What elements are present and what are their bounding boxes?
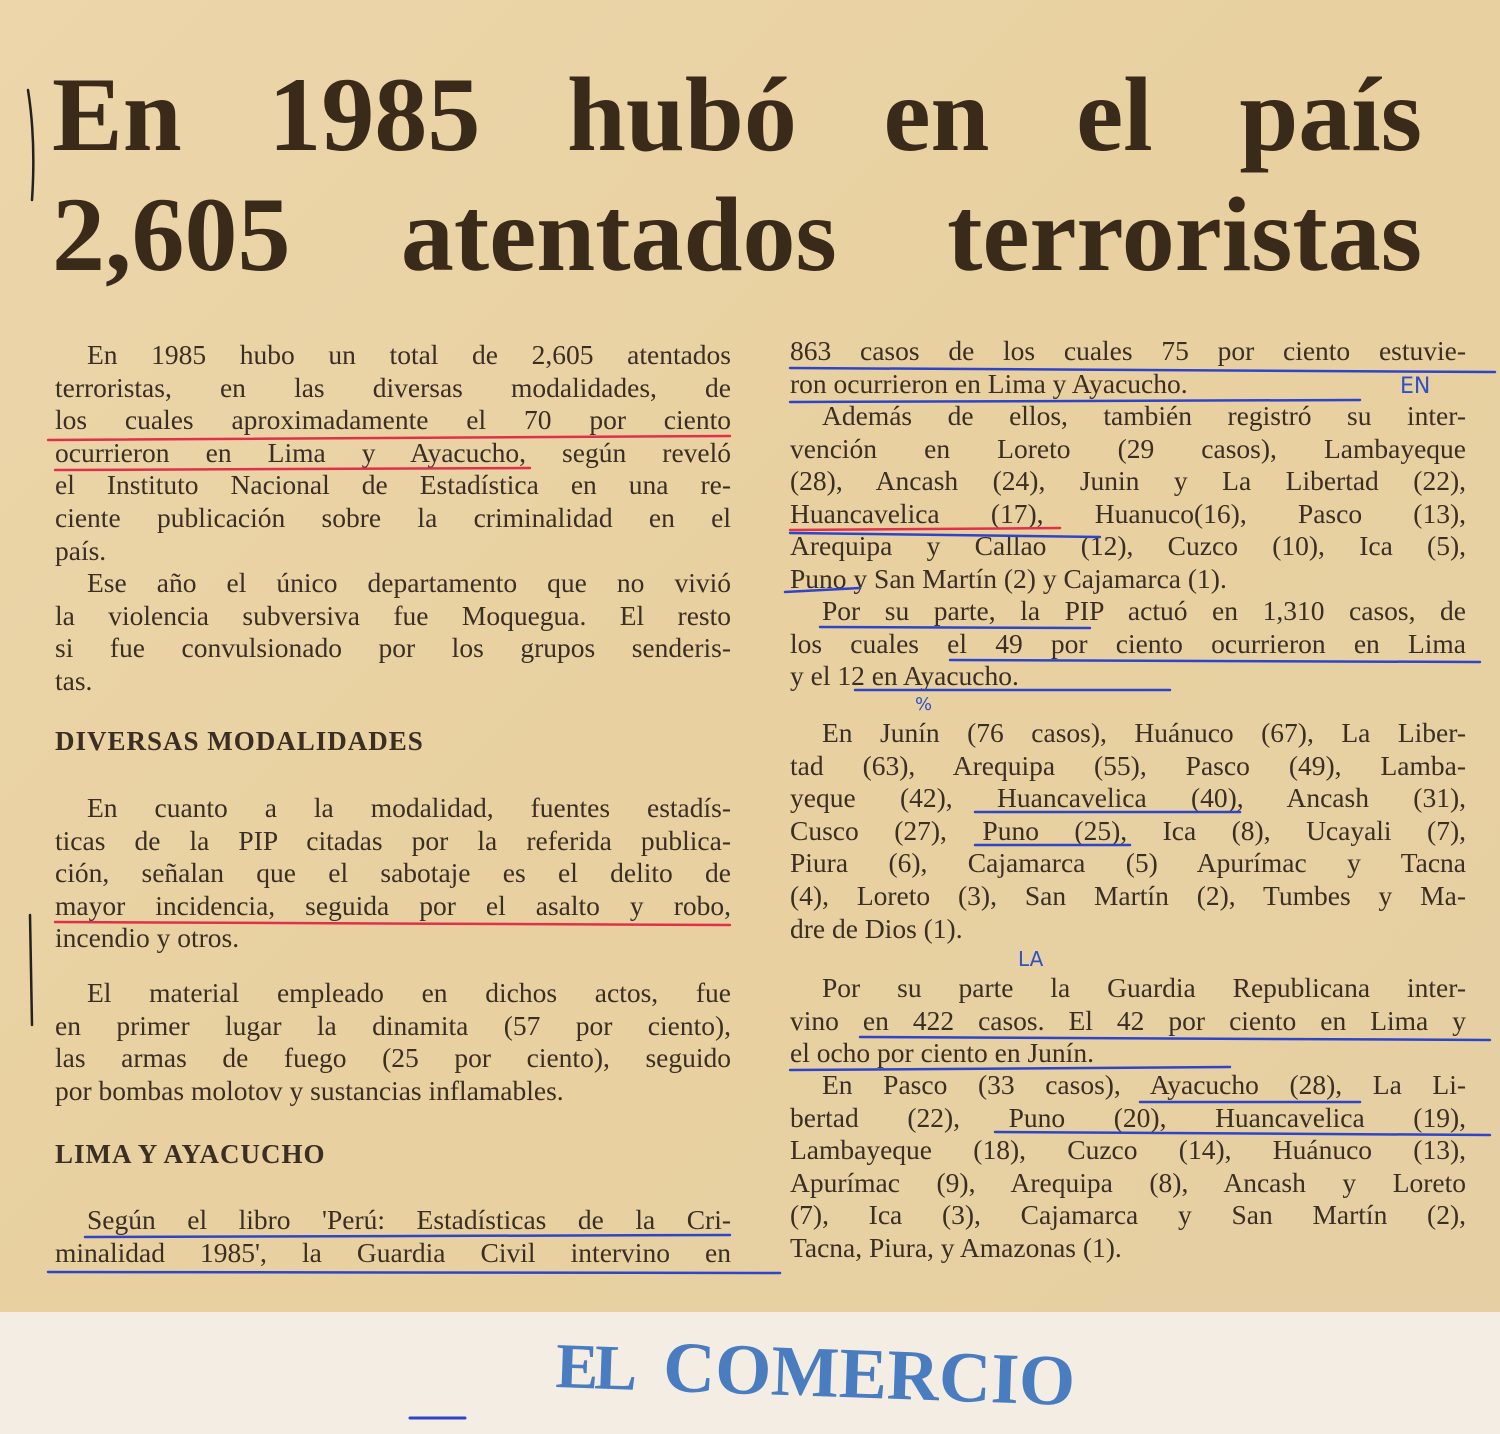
text-line: Apurímac (9), Arequipa (8), Ancash y Loreto xyxy=(790,1166,1466,1198)
text-line: Además de ellos, también registró su inter- xyxy=(822,400,1466,431)
text-line: (4), Loreto (3), San Martín (2), Tumbes y Ma- xyxy=(790,879,1466,911)
text-line: si fue convulsionado por los grupos senderis- xyxy=(55,632,731,664)
text-line: las armas de fuego (25 por ciento), seguido xyxy=(55,1042,731,1074)
stamp-el: EL xyxy=(554,1330,635,1404)
text-line: y el 12 en Ayacucho. xyxy=(790,660,1019,692)
text-line: El material empleado en dichos actos, fue xyxy=(87,977,731,1008)
text-line: mayor incidencia, seguida por el asalto y robo, xyxy=(55,889,731,921)
text-line: (7), Ica (3), Cajamarca y San Martín (2), xyxy=(790,1199,1466,1231)
stamp-name: COMERCIO xyxy=(661,1326,1077,1422)
text-line: ticas de la PIP citadas por la referida publica- xyxy=(55,824,731,856)
text-line: vención en Loreto (29 casos), Lambayeque xyxy=(790,432,1466,464)
text-line: incendio y otros. xyxy=(55,922,240,954)
section-heading: LIMA Y AYACUCHO xyxy=(55,1139,326,1169)
text-line: En Pasco (33 casos), Ayacucho (28), La Li- xyxy=(822,1069,1466,1100)
text-line: 863 casos de los cuales 75 por ciento estuvie- xyxy=(790,335,1466,366)
text-line: vino en 422 casos. El 42 por ciento en Lima y xyxy=(790,1004,1466,1036)
handwritten-note: % xyxy=(915,694,933,715)
text-line: Piura (6), Cajamarca (5) Apurímac y Tacna xyxy=(790,847,1466,879)
text-line: Cusco (27), Puno (25), Ica (8), Ucayali (7), xyxy=(790,814,1466,846)
text-line: Por su parte, la PIP actuó en 1,310 casos, de xyxy=(822,595,1466,626)
text-line: yeque (42), Huancavelica (40), Ancash (31), xyxy=(790,782,1466,814)
text-line: Lambayeque (18), Cuzco (14), Huánuco (13), xyxy=(790,1134,1466,1166)
text-line: En 1985 hubo un total de 2,605 atentados xyxy=(87,339,731,370)
text-line: la violencia subversiva fue Moquegua. El resto xyxy=(55,599,731,631)
text-line: ciente publicación sobre la criminalidad en el xyxy=(55,501,731,533)
text-line: En Junín (76 casos), Huánuco (67), La Liber- xyxy=(822,717,1466,748)
text-line: ción, señalan que el sabotaje es el delito de xyxy=(55,857,731,889)
text-line: por bombas molotov y sustancias inflamables. xyxy=(55,1074,564,1106)
handwritten-note: LA xyxy=(1018,947,1044,971)
text-line: ron ocurrieron en Lima y Ayacucho. xyxy=(790,367,1188,399)
text-line: Puno y San Martín (2) y Cajamarca (1). xyxy=(790,562,1227,594)
text-line: el Instituto Nacional de Estadística en una re- xyxy=(55,469,731,501)
text-line: En cuanto a la modalidad, fuentes estadís- xyxy=(87,792,731,823)
section-heading: DIVERSAS MODALIDADES xyxy=(55,726,424,756)
text-line: tad (63), Arequipa (55), Pasco (49), Lamba- xyxy=(790,749,1466,781)
text-line: Huancavelica (17), Huanuco(16), Pasco (13), xyxy=(790,497,1466,529)
text-line: en primer lugar la dinamita (57 por ciento), xyxy=(55,1009,731,1041)
text-line: tas. xyxy=(55,664,93,696)
text-line: minalidad 1985', la Guardia Civil intervino en xyxy=(55,1236,731,1268)
text-line: ocurrieron en Lima y Ayacucho, según reveló xyxy=(55,436,731,468)
text-line: (28), Ancash (24), Junin y La Libertad (22), xyxy=(790,465,1466,497)
text-line: dre de Dios (1). xyxy=(790,912,963,944)
text-line: Según el libro 'Perú: Estadísticas de la Cri- xyxy=(87,1204,731,1235)
text-line: Ese año el único departamento que no vivió xyxy=(87,567,731,598)
text-line: bertad (22), Puno (20), Huancavelica (19), xyxy=(790,1101,1466,1133)
headline-line-2: 2,605 atentados terroristas xyxy=(52,176,1422,293)
text-line: el ocho por ciento en Junín. xyxy=(790,1037,1094,1069)
headline-line-1: En 1985 hubó en el país xyxy=(52,56,1422,173)
text-line: Arequipa y Callao (12), Cuzco (10), Ica (5), xyxy=(790,530,1466,562)
text-line: país. xyxy=(55,534,107,566)
text-line: los cuales aproximadamente el 70 por ciento xyxy=(55,404,731,436)
text-line: terroristas, en las diversas modalidades, de xyxy=(55,371,731,403)
text-line: Por su parte la Guardia Republicana inter- xyxy=(822,972,1466,1003)
handwritten-note: EN xyxy=(1400,374,1431,399)
text-line: Tacna, Piura, y Amazonas (1). xyxy=(790,1231,1122,1263)
text-line: los cuales el 49 por ciento ocurrieron en Lima xyxy=(790,627,1466,659)
